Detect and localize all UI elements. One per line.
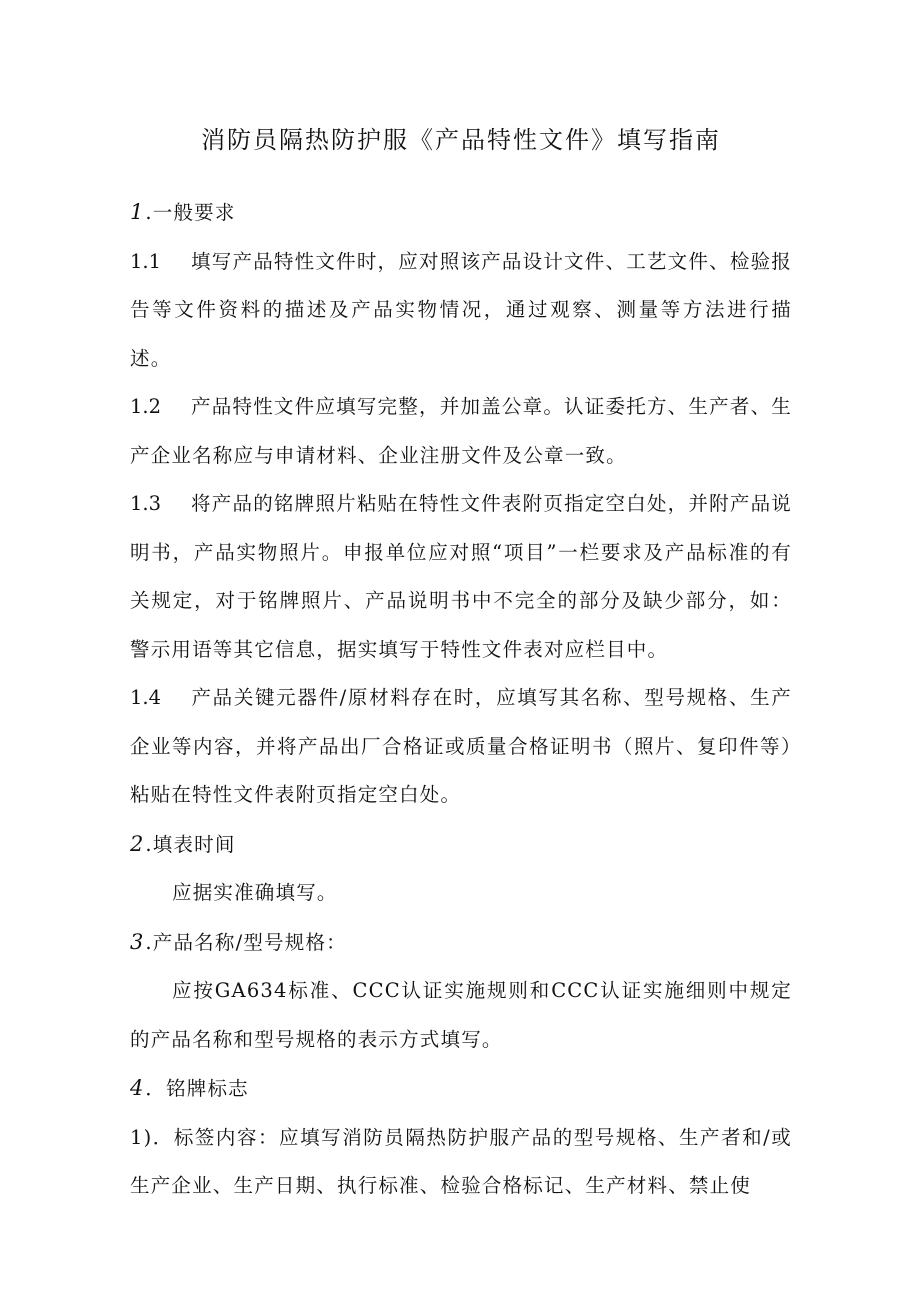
paragraph-1-1 <box>130 238 792 384</box>
item-code: 1.2 <box>130 395 162 418</box>
section-heading-1 <box>130 188 792 238</box>
paragraph-1-2 <box>130 383 792 480</box>
paragraph-2-body: 应据实准确填写。 <box>172 881 338 904</box>
section-title: .填表时间 <box>145 832 236 856</box>
paragraph-3-body: 应按GA634标准、CCC认证实施规则和CCC认证实施细则中规定的产品名称和型号规格的表示方式填写。 <box>130 979 792 1051</box>
item-text: 填写产品特性文件时，应对照该产品设计文件、工艺文件、检验报告等文件资料的描述及产品实物情况，通过观察、测量等方法进行描述。 <box>130 249 792 370</box>
section-number: 1 <box>130 200 144 224</box>
section-number: 2 <box>130 831 144 856</box>
section-title: .一般要求 <box>145 201 236 224</box>
section-heading-4 <box>130 1064 792 1114</box>
item-text: 产品特性文件应填写完整，并加盖公章。认证委托方、生产者、生产企业名称应与申请材料、企业注册文件及公章一致。 <box>130 395 792 467</box>
paragraph-4-1 <box>130 1114 792 1211</box>
paragraph-1-3 <box>130 480 792 674</box>
item-code: 1.3 <box>130 492 162 515</box>
document-title: 消防员隔热防护服《产品特性文件》填写指南 <box>201 126 721 154</box>
section-title: .产品名称/型号规格： <box>145 930 347 954</box>
paragraph-1-4 <box>130 674 792 820</box>
item-text: ．标签内容：应填写消防员隔热防护服产品的型号规格、生产者和/或生产企业、生产日期、执行标准、检验合格标记、生产材料、禁止使 <box>130 1125 792 1197</box>
section-number: 3 <box>130 929 144 954</box>
item-code: 1) <box>130 1125 153 1149</box>
section-number: 4 <box>130 1076 144 1100</box>
section-title: ．铭牌标志 <box>145 1077 249 1100</box>
section-heading-2 <box>130 820 792 870</box>
section-heading-3 <box>130 918 792 968</box>
item-code: 1.4 <box>130 686 162 709</box>
item-text: 将产品的铭牌照片粘贴在特性文件表附页指定空白处，并附产品说明书，产品实物照片。申报单位应对照“项目”一栏要求及产品标准的有关规定，对于铭牌照片、产品说明书中不完全的部分及缺少部分，如：警示用语等其它信息，据实填写于特性文件表对应栏目中。 <box>130 492 792 661</box>
item-text: 产品关键元器件/原材料存在时，应填写其名称、型号规格、生产企业等内容，并将产品出厂合格证或质量合格证明书（照片、复印件等）粘贴在特性文件表附页指定空白处。 <box>130 686 792 806</box>
item-code: 1.1 <box>130 249 162 273</box>
